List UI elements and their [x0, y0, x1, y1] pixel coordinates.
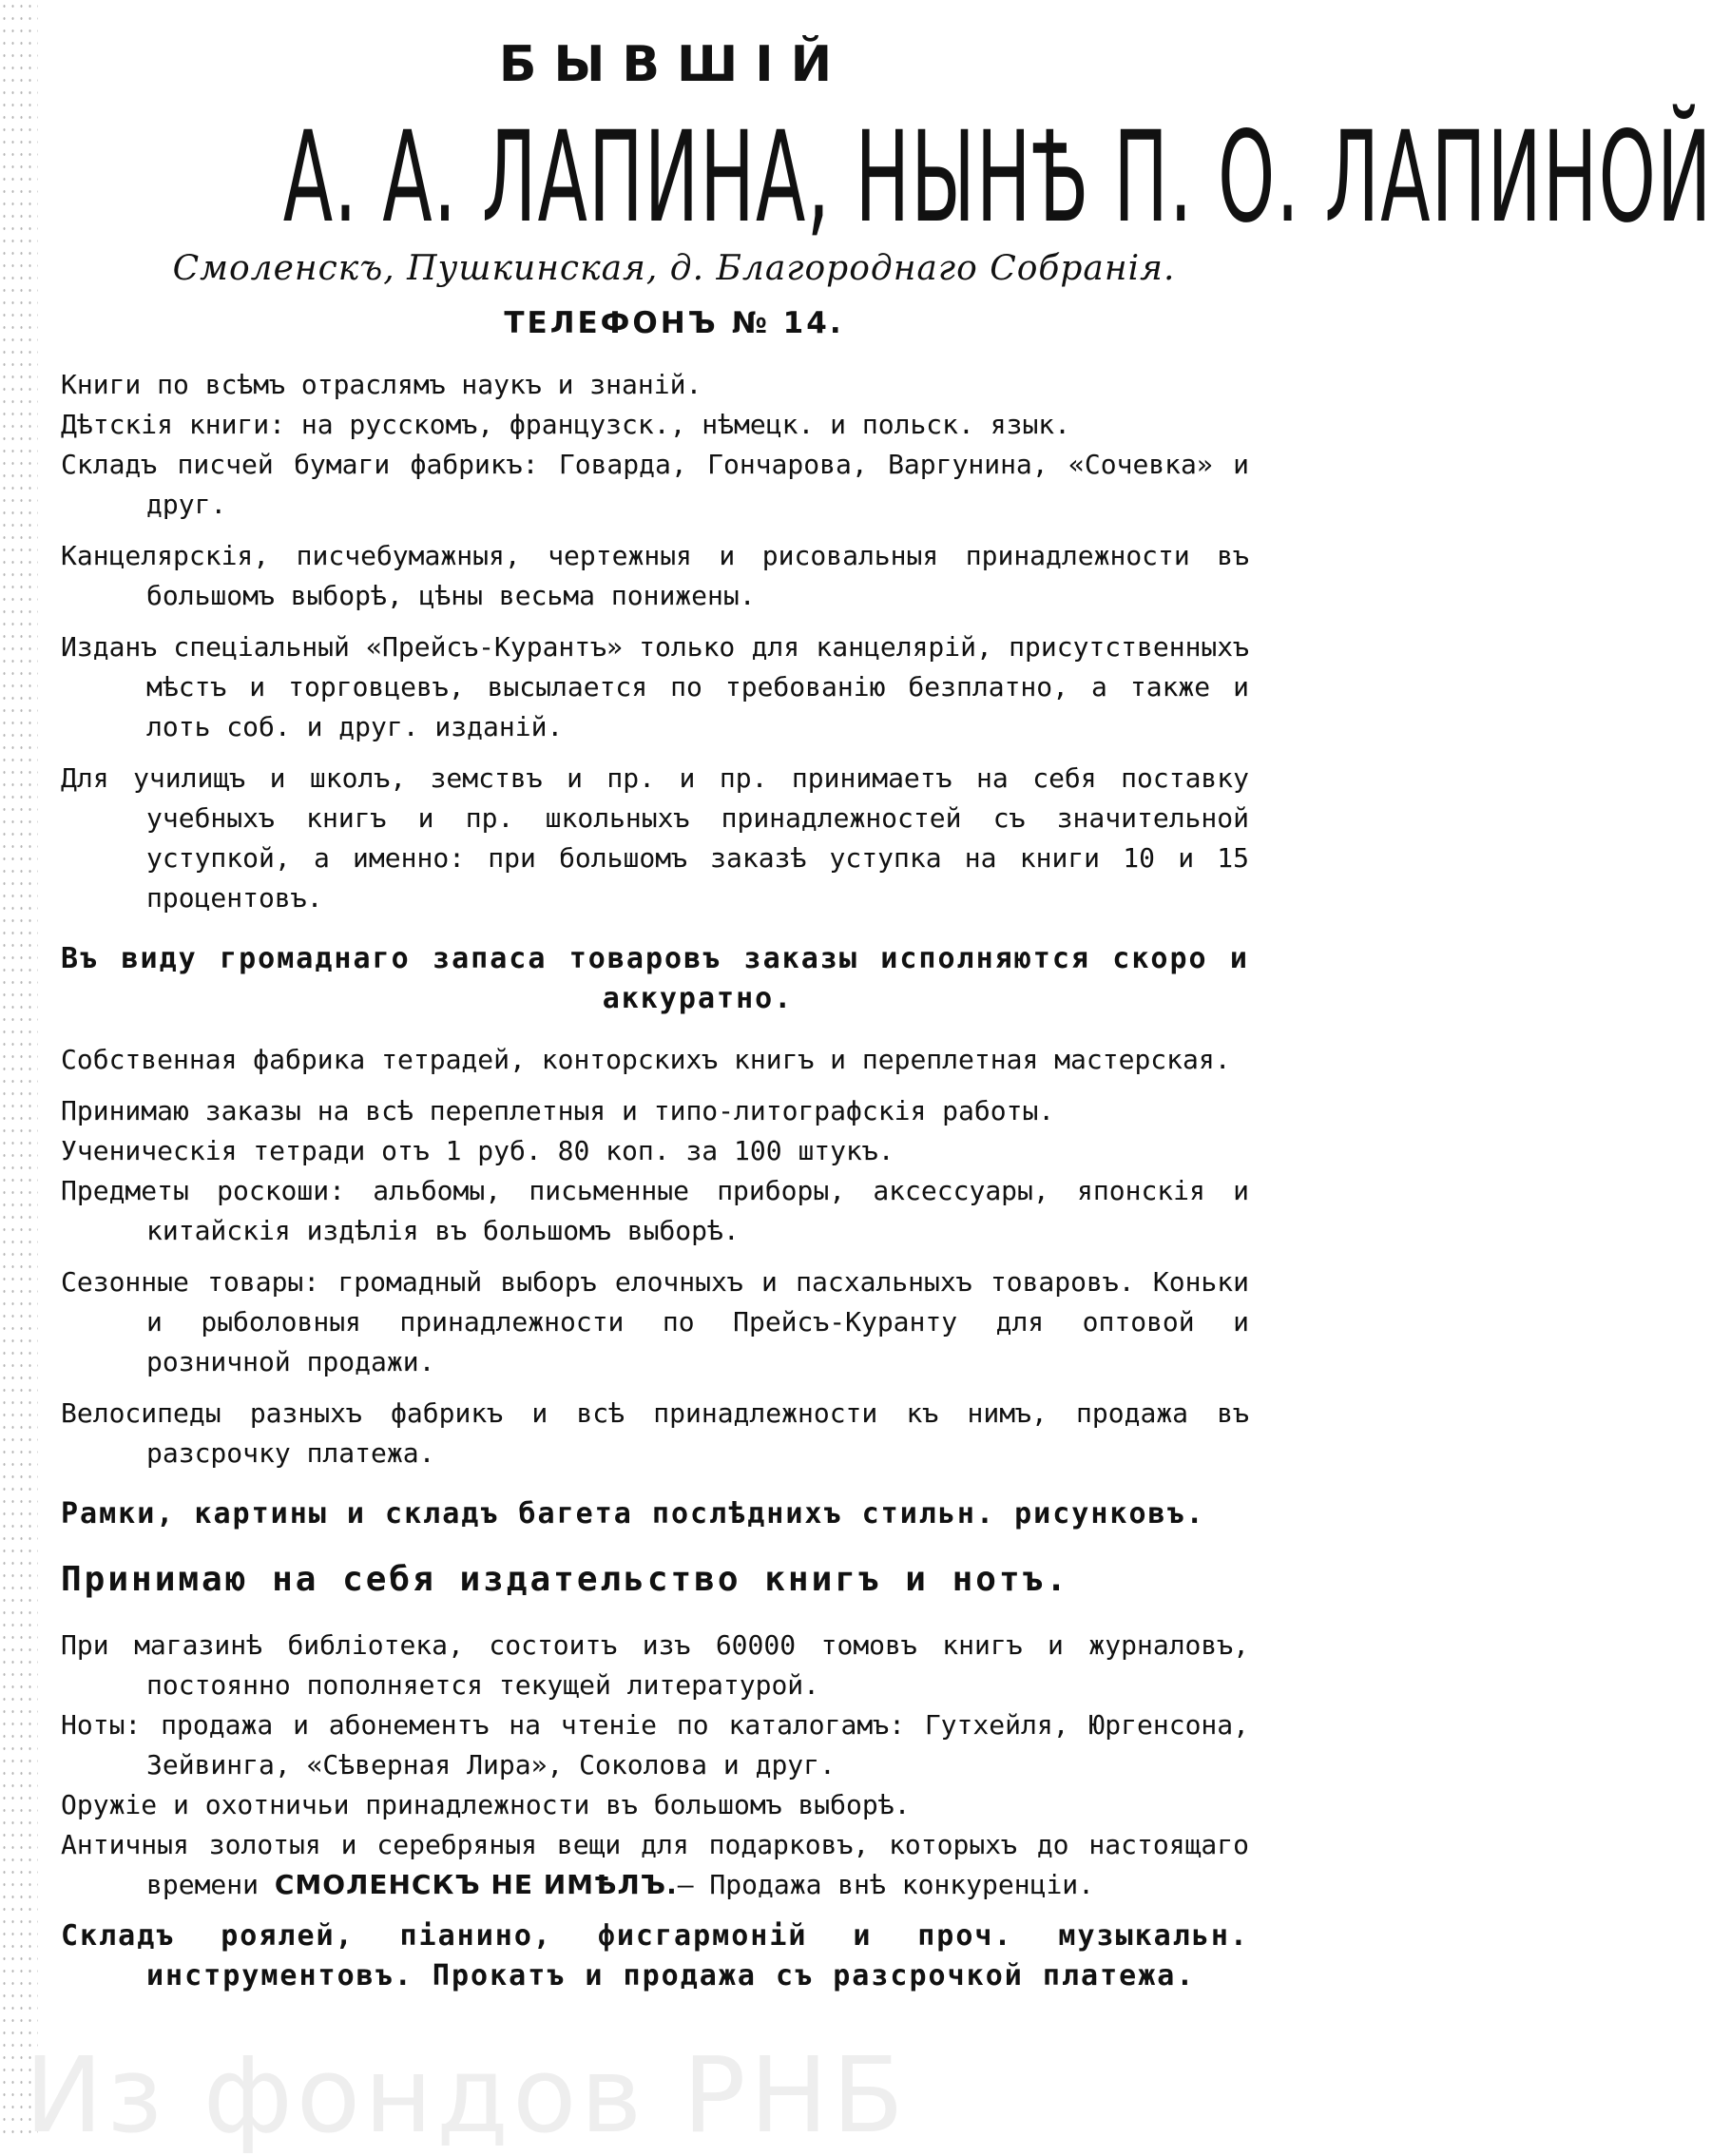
- entry-bicycles: Велосипеды разныхъ фабрикъ и всѣ принадлежности къ нимъ, продажа въ разсрочку платежа.: [61, 1397, 1249, 1469]
- entry-children-books: Дѣтскія книги: на русскомъ, французск., нѣмецк. и польск. язык.: [61, 409, 1071, 440]
- entry-price-list: Изданъ спеціальный «Прейсъ-Курантъ» только для канцелярій, присутственныхъ мѣстъ и торговцевъ, высылается по требованію безплатно, а также и лоть соб. и друг. изданій.: [61, 631, 1249, 742]
- entry-library: При магазинѣ библіотека, состоитъ изъ 60000 томовъ книгъ и журналовъ, постоянно пополняется текущей литературой.: [61, 1629, 1249, 1701]
- entry-publishing: Принимаю на себя издательство книгъ и нотъ.: [61, 1560, 1069, 1599]
- header-former: БЫВШІЙ: [498, 36, 850, 93]
- entry-sheet-music: Ноты: продажа и абонементъ на чтеніе по каталогамъ: Гутхейля, Юргенсона, Зейвинга, «Сѣверная Лира», Соколова и друг.: [61, 1709, 1249, 1781]
- entry-antiques: [61, 1825, 1249, 1905]
- entry-antiques-before: Античныя золотыя и серебряныя вещи для подарковъ, которыхъ до настоящаго времени: [61, 1829, 1249, 1900]
- entry-paper-warehouse: Складъ писчей бумаги фабрикъ: Говарда, Гончарова, Варгунина, «Сочевка» и друг.: [61, 449, 1249, 520]
- entry-luxury-items: Предметы роскоши: альбомы, письменные приборы, аксессуары, японскія и китайскія издѣлія въ большомъ выборѣ.: [61, 1175, 1249, 1246]
- header-owner: А. А. ЛАПИНА, НЫНѢ П. О. ЛАПИНОЙ: [282, 105, 1712, 251]
- entry-schools: Для училищъ и школъ, земствъ и пр. и пр. принимаетъ на себя поставку учебныхъ книгъ и пр. школьныхъ принадлежностей съ значительной уступкой, а именно: при большомъ заказѣ уступка на книги 10 и 15 процентовъ.: [61, 762, 1249, 914]
- entry-antiques-after: — Продажа внѣ конкуренціи.: [677, 1869, 1095, 1900]
- library-watermark: Из фондов РНБ: [25, 2034, 908, 2156]
- entry-list: [61, 365, 1249, 1996]
- entry-notebook-factory: Собственная фабрика тетрадей, конторскихъ книгъ и переплетная мастерская.: [61, 1044, 1231, 1075]
- entry-student-notebooks: Ученическія тетради отъ 1 руб. 80 коп. за 100 штукъ.: [61, 1135, 894, 1166]
- entry-antiques-strong: СМОЛЕНСКЪ НЕ ИМѢЛЪ.: [274, 1869, 678, 1900]
- entry-books: Книги по всѣмъ отраслямъ наукъ и знаній.: [61, 369, 702, 400]
- entry-weapons: Оружіе и охотничьи принадлежности въ большомъ выборѣ.: [61, 1789, 911, 1820]
- entry-stationery: Канцелярскія, писчебумажныя, чертежныя и рисовальныя принадлежности въ большомъ выборѣ, цѣны весьма понижены.: [61, 540, 1249, 611]
- header-address: Смоленскъ, Пушкинская, д. Благороднаго Собранія.: [172, 249, 1176, 288]
- header-phone: ТЕЛЕФОНЪ № 14.: [504, 306, 844, 340]
- entry-frames: Рамки, картины и складъ багета послѣднихъ стильн. рисунковъ.: [61, 1497, 1205, 1530]
- entry-large-stock: Въ виду громаднаго запаса товаровъ заказы исполняются скоро и аккуратно.: [61, 942, 1249, 1015]
- entry-bookbinding-orders: Принимаю заказы на всѣ переплетныя и типо-литографскія работы.: [61, 1095, 1055, 1126]
- entry-pianos: Складъ роялей, піанино, фисгармоній и проч. музыкальн. инструментовъ. Прокатъ и продажа съ разсрочкой платежа.: [61, 1919, 1249, 1992]
- entry-seasonal-goods: Сезонные товары: громадный выборъ елочныхъ и пасхальныхъ товаровъ. Коньки и рыболовныя принадлежности по Прейсъ-Куранту для оптовой и розничной продажи.: [61, 1266, 1249, 1377]
